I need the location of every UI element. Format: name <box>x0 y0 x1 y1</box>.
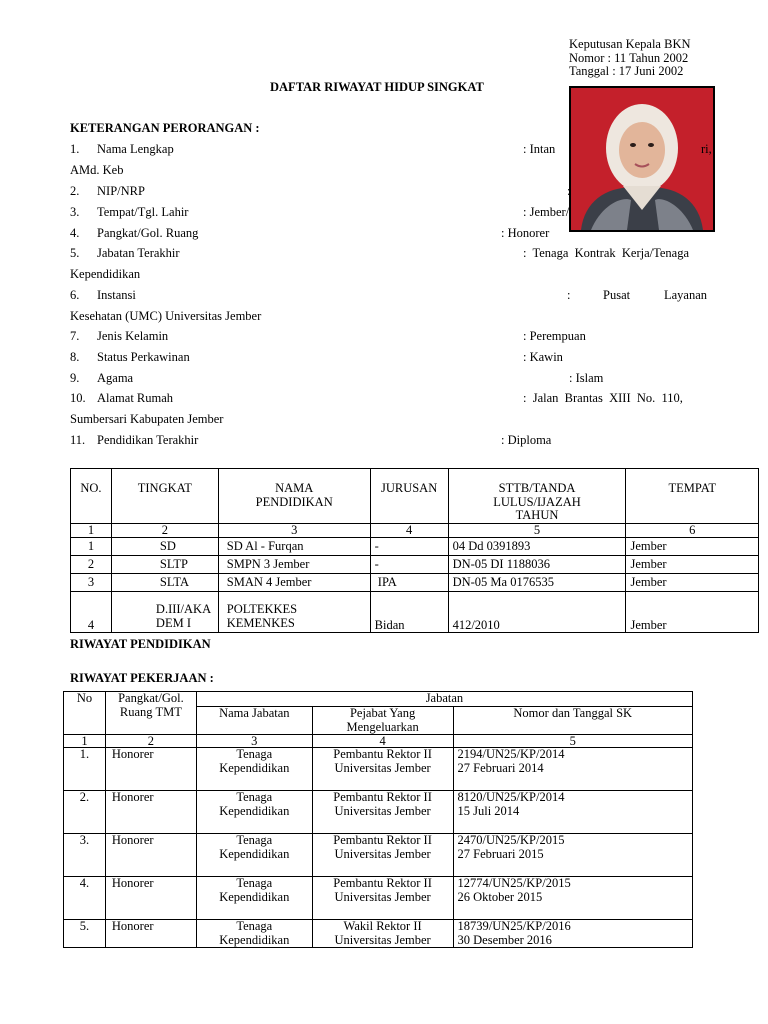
rank-value: : Honorer <box>501 226 550 240</box>
full-name-label: Nama Lengkap <box>97 142 174 156</box>
sk-number: 2470/UN25/KP/2015 <box>457 833 565 847</box>
index-cell: 4 <box>312 735 453 748</box>
birth-label: Tempat/Tgl. Lahir <box>97 205 189 219</box>
index-cell: 1 <box>71 524 112 538</box>
table-header-row <box>64 692 693 707</box>
table-row <box>64 791 693 834</box>
sk-date: 15 Juli 2014 <box>457 803 520 818</box>
cell-sk <box>453 834 693 877</box>
position-line: Kependidikan <box>219 846 290 861</box>
cell-rank: Honorer <box>105 877 196 920</box>
cell-school: SD Al - Furqan <box>218 538 370 556</box>
position-line: Tenaga <box>236 876 273 890</box>
sk-number: 18739/UN25/KP/2016 <box>457 919 571 933</box>
full-name-value: : Intan <box>523 142 556 156</box>
table-row <box>64 920 693 948</box>
cell-major: - <box>370 538 448 556</box>
decree-date: Tanggal : 17 Juni 2002 <box>569 64 684 78</box>
item-number: 8. <box>70 350 80 364</box>
sk-number: 12774/UN25/KP/2015 <box>457 876 571 890</box>
nip-label: NIP/NRP <box>97 184 145 198</box>
position-line: Tenaga <box>236 833 273 847</box>
index-cell: 3 <box>218 524 370 538</box>
cell-rank: Honorer <box>105 834 196 877</box>
cell-position <box>196 791 312 834</box>
position-line: Kependidikan <box>219 889 290 904</box>
index-cell: 6 <box>626 524 759 538</box>
decree-reference <box>569 38 691 79</box>
sk-number: 8120/UN25/KP/2014 <box>457 790 565 804</box>
cell-official <box>312 834 453 877</box>
official-line: Pembantu Rektor II <box>333 747 432 761</box>
official-line: Universitas Jember <box>334 846 431 861</box>
official-line: Universitas Jember <box>334 760 431 775</box>
cell-certificate: DN-05 Ma 0176535 <box>448 574 626 592</box>
sk-date: 27 Februari 2014 <box>457 760 544 775</box>
gender-label: Jenis Kelamin <box>97 329 169 343</box>
decree-reference-line: Keputusan Kepala BKN <box>569 37 691 51</box>
rank-label: Pangkat/Gol. Ruang <box>97 226 199 240</box>
cell-position <box>196 920 312 948</box>
official-line: Universitas Jember <box>334 932 431 947</box>
item-number: 3. <box>70 205 80 219</box>
cell-school: SMAN 4 Jember <box>218 574 370 592</box>
cell-rank: Honorer <box>105 748 196 791</box>
position-line: Tenaga <box>236 747 273 761</box>
table-index-row <box>64 735 693 748</box>
cell-major: Bidan <box>370 592 448 633</box>
header-official: Pejabat Yang Mengeluarkan <box>312 707 453 735</box>
cell-sk <box>453 748 693 791</box>
document-title: DAFTAR RIWAYAT HIDUP SINGKAT <box>270 80 484 94</box>
cell-level: SLTA <box>111 574 218 592</box>
cell-position <box>196 834 312 877</box>
cell-sk <box>453 791 693 834</box>
header-major: JURUSAN <box>370 469 448 524</box>
cell-no: 1. <box>64 748 106 791</box>
header-position-group: Jabatan <box>196 692 692 707</box>
position-line: Kependidikan <box>219 932 290 947</box>
item-number: 9. <box>70 371 80 385</box>
cell-no: 4 <box>71 592 112 633</box>
cell-place: Jember <box>626 592 759 633</box>
header-school-name: NAMA PENDIDIKAN <box>218 469 370 524</box>
cell-no: 2 <box>71 556 112 574</box>
cell-school: SMPN 3 Jember <box>218 556 370 574</box>
official-line: Universitas Jember <box>334 889 431 904</box>
cell-official <box>312 748 453 791</box>
cell-sk <box>453 920 693 948</box>
item-number: 5. <box>70 246 80 260</box>
cell-major: IPA <box>370 574 448 592</box>
position-continuation: Kependidikan <box>70 267 141 281</box>
nip-value: : <box>567 184 571 198</box>
agency-value-mid: Pusat <box>603 288 631 302</box>
cell-sk <box>453 877 693 920</box>
cell-school: POLTEKKES KEMENKES <box>218 592 370 633</box>
index-cell: 5 <box>453 735 693 748</box>
position-line: Tenaga <box>236 919 273 933</box>
table-row <box>64 877 693 920</box>
item-number: 7. <box>70 329 80 343</box>
official-line: Pembantu Rektor II <box>333 790 432 804</box>
education-caption: RIWAYAT PENDIDIKAN <box>70 637 211 651</box>
agency-continuation: Kesehatan (UMC) Universitas Jember <box>70 309 262 323</box>
cell-no: 1 <box>71 538 112 556</box>
cell-official <box>312 920 453 948</box>
cell-no: 3. <box>64 834 106 877</box>
header-certificate: STTB/TANDA LULUS/IJAZAH TAHUN <box>448 469 626 524</box>
index-cell: 4 <box>370 524 448 538</box>
birth-value: : Jember/ <box>523 205 570 219</box>
position-line: Kependidikan <box>219 760 290 775</box>
religion-label: Agama <box>97 371 134 385</box>
item-number: 2. <box>70 184 80 198</box>
marital-value: : Kawin <box>523 350 563 364</box>
cell-no: 4. <box>64 877 106 920</box>
index-cell: 2 <box>111 524 218 538</box>
official-line: Wakil Rektor II <box>343 919 422 933</box>
table-row <box>64 748 693 791</box>
sk-date: 26 Oktober 2015 <box>457 889 543 904</box>
table-row <box>71 574 759 592</box>
header-no: NO. <box>71 469 112 524</box>
cell-place: Jember <box>626 574 759 592</box>
header-no: No <box>64 692 106 735</box>
address-label: Alamat Rumah <box>97 391 174 405</box>
table-row <box>71 556 759 574</box>
sk-date: 27 Februari 2015 <box>457 846 544 861</box>
cell-certificate: 412/2010 <box>448 592 626 633</box>
cell-rank: Honorer <box>105 920 196 948</box>
address-continuation: Sumbersari Kabupaten Jember <box>70 412 224 426</box>
education-table <box>70 468 759 633</box>
decree-number: Nomor : 11 Tahun 2002 <box>569 50 689 65</box>
position-label: Jabatan Terakhir <box>97 246 180 260</box>
table-row <box>64 834 693 877</box>
cell-level: SD <box>111 538 218 556</box>
full-name-value-end: ri, <box>701 142 712 156</box>
header-place: TEMPAT <box>626 469 759 524</box>
agency-value: : <box>567 288 571 302</box>
agency-label: Instansi <box>97 288 136 302</box>
header-rank: Pangkat/Gol. Ruang TMT <box>105 692 196 735</box>
gender-value: : Perempuan <box>523 329 586 343</box>
education-value: : Diploma <box>501 433 552 447</box>
official-line: Universitas Jember <box>334 803 431 818</box>
item-number: 4. <box>70 226 80 240</box>
item-number: 6. <box>70 288 80 302</box>
position-line: Kependidikan <box>219 803 290 818</box>
work-heading: RIWAYAT PEKERJAAN : <box>70 671 214 685</box>
address-value: : Jalan Brantas XIII No. 110, <box>523 391 683 405</box>
cell-official <box>312 877 453 920</box>
sk-date: 30 Desember 2016 <box>457 932 552 947</box>
marital-label: Status Perkawinan <box>97 350 190 364</box>
education-label: Pendidikan Terakhir <box>97 433 199 447</box>
cell-position <box>196 877 312 920</box>
header-position: Nama Jabatan <box>196 707 312 735</box>
cell-level: D.III/AKADEM I <box>111 592 218 633</box>
position-value: : Tenaga Kontrak Kerja/Tenaga <box>523 246 690 260</box>
cell-position <box>196 748 312 791</box>
index-cell: 3 <box>196 735 312 748</box>
cell-level: SLTP <box>111 556 218 574</box>
cell-place: Jember <box>626 538 759 556</box>
profile-photo <box>569 86 715 232</box>
table-row <box>71 538 759 556</box>
item-number: 10. <box>70 391 86 405</box>
cell-no: 3 <box>71 574 112 592</box>
cell-no: 5. <box>64 920 106 948</box>
religion-value: : Islam <box>569 371 604 385</box>
cell-certificate: DN-05 DI 1188036 <box>448 556 626 574</box>
cell-place: Jember <box>626 556 759 574</box>
sk-number: 2194/UN25/KP/2014 <box>457 747 565 761</box>
index-cell: 5 <box>448 524 626 538</box>
official-line: Pembantu Rektor II <box>333 876 432 890</box>
cell-no: 2. <box>64 791 106 834</box>
cell-official <box>312 791 453 834</box>
header-sk: Nomor dan Tanggal SK <box>453 707 693 735</box>
table-header-row <box>71 469 759 524</box>
item-number: 11. <box>70 433 86 447</box>
header-level: TINGKAT <box>111 469 218 524</box>
personal-heading: KETERANGAN PERORANGAN : <box>70 121 260 135</box>
index-cell: 1 <box>64 735 106 748</box>
table-row <box>71 592 759 633</box>
work-history-table <box>63 691 693 948</box>
full-name-continuation: AMd. Keb <box>70 163 124 177</box>
item-number: 1. <box>70 142 80 156</box>
agency-value-end: Layanan <box>664 288 708 302</box>
table-index-row <box>71 524 759 538</box>
position-line: Tenaga <box>236 790 273 804</box>
cell-major: - <box>370 556 448 574</box>
cell-rank: Honorer <box>105 791 196 834</box>
cell-certificate: 04 Dd 0391893 <box>448 538 626 556</box>
index-cell: 2 <box>105 735 196 748</box>
official-line: Pembantu Rektor II <box>333 833 432 847</box>
